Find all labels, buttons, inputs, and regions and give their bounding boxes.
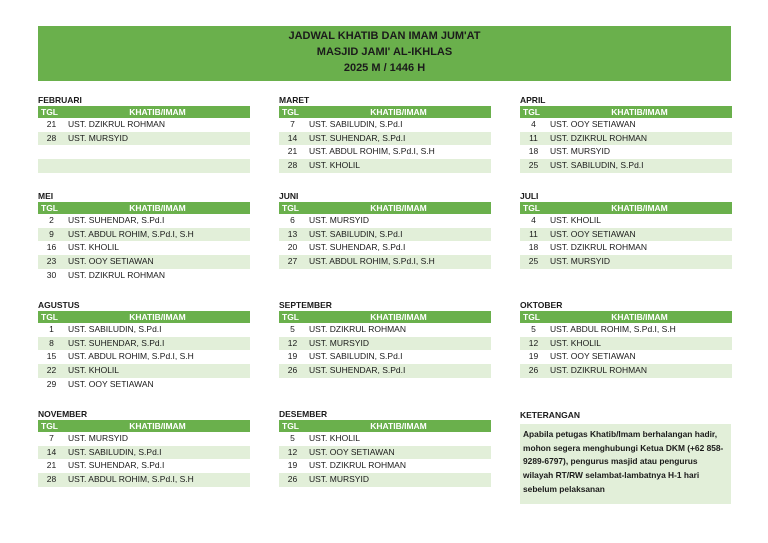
row-date: 7 xyxy=(290,119,295,129)
table-header xyxy=(279,106,491,118)
table-row xyxy=(38,459,250,473)
table-row xyxy=(520,159,732,173)
row-date: 25 xyxy=(528,160,539,171)
table-row xyxy=(38,473,250,487)
table-row xyxy=(38,323,250,337)
header-khatib-imam: KHATIB/IMAM xyxy=(611,203,668,213)
header-khatib-imam: KHATIB/IMAM xyxy=(370,421,427,431)
title-line-3: 2025 M / 1446 H xyxy=(343,62,426,74)
row-date: 30 xyxy=(46,269,57,280)
row-date xyxy=(520,269,547,283)
table-row xyxy=(38,364,250,378)
row-name: UST. SUHENDAR, S.Pd.I xyxy=(68,460,165,471)
row-date: 6 xyxy=(290,215,295,225)
row-date: 15 xyxy=(46,351,57,362)
row-name: UST. KHOLIL xyxy=(550,337,602,348)
month-title: JULI xyxy=(520,191,539,201)
row-date: 12 xyxy=(287,446,298,457)
month-block xyxy=(520,95,732,173)
row-name: UST. SUHENDAR, S.Pd.I xyxy=(309,365,406,376)
table-row xyxy=(279,487,491,501)
table-row xyxy=(279,323,491,337)
table-row xyxy=(38,159,250,173)
row-date: 26 xyxy=(287,474,298,485)
table-row xyxy=(279,364,491,378)
row-name xyxy=(306,487,491,501)
row-name: UST. DZIKRUL ROHMAN xyxy=(68,269,165,280)
row-date: 19 xyxy=(528,351,539,362)
row-name xyxy=(306,378,491,392)
row-name: UST. MURSYID xyxy=(68,132,128,143)
row-name: UST. SABILUDIN, S.Pd.I xyxy=(68,324,162,334)
table-row xyxy=(279,214,491,228)
table-header xyxy=(38,420,250,432)
row-name: UST. DZIKRUL ROHMAN xyxy=(550,242,647,253)
table-row xyxy=(279,350,491,364)
row-date: 22 xyxy=(46,365,57,376)
row-date: 12 xyxy=(287,337,298,348)
row-date: 5 xyxy=(290,433,295,443)
table-row xyxy=(38,228,250,242)
row-name xyxy=(65,159,250,173)
row-date: 11 xyxy=(529,132,538,143)
month-title: DESEMBER xyxy=(279,409,328,419)
month-block xyxy=(38,300,250,391)
table-header xyxy=(38,202,250,214)
row-name xyxy=(547,269,732,283)
row-name: UST. DZIKRUL ROHMAN xyxy=(309,324,406,334)
table-row xyxy=(279,337,491,351)
row-date xyxy=(520,378,547,392)
table-header xyxy=(520,202,732,214)
row-name: UST. SUHENDAR, S.Pd.I xyxy=(309,242,406,253)
table-row xyxy=(279,145,491,159)
month-block xyxy=(38,409,250,500)
header-khatib-imam: KHATIB/IMAM xyxy=(611,312,668,322)
table-header xyxy=(520,311,732,323)
month-block xyxy=(279,191,491,282)
note-section xyxy=(520,410,731,504)
table-row xyxy=(520,118,732,132)
note-title: KETERANGAN xyxy=(520,410,580,420)
row-date: 12 xyxy=(528,337,539,348)
row-date xyxy=(38,487,65,501)
table-header xyxy=(279,311,491,323)
table-row xyxy=(38,487,250,501)
title-banner xyxy=(38,26,731,81)
row-date: 25 xyxy=(528,256,539,267)
table-row xyxy=(279,473,491,487)
table-header xyxy=(520,106,732,118)
month-title: JUNI xyxy=(279,191,299,201)
month-title: MEI xyxy=(38,191,54,201)
title-line-1: JADWAL KHATIB DAN IMAM JUM'AT xyxy=(288,30,481,42)
table-header xyxy=(38,311,250,323)
header-tgl: TGL xyxy=(282,312,299,322)
row-date: 20 xyxy=(287,242,298,253)
header-khatib-imam: KHATIB/IMAM xyxy=(611,107,668,117)
row-date: 8 xyxy=(49,337,54,348)
row-name: UST. SUHENDAR, S.Pd.I xyxy=(68,215,165,225)
table-row xyxy=(520,241,732,255)
row-date: 5 xyxy=(531,324,536,334)
table-row xyxy=(38,255,250,269)
month-title: MARET xyxy=(279,95,310,105)
month-block xyxy=(38,95,250,173)
note-text: Apabila petugas Khatib/Imam berhalangan hadir, mohon segera menghubungi Ketua DKM (+62 858-9289-6797), pengurus masjid atau pengurus wilayah RT/RW selambat-lambatnya H-1 hari sebelum pelaksanan xyxy=(520,424,731,504)
row-name: UST. ABDUL ROHIM, S.Pd.I, S.H xyxy=(309,256,435,267)
row-name xyxy=(547,378,732,392)
row-name: UST. MURSYID xyxy=(309,474,369,485)
row-name: UST. OOY SETIAWAN xyxy=(68,378,154,389)
month-title: NOVEMBER xyxy=(38,409,88,419)
table-row xyxy=(38,378,250,392)
month-block xyxy=(38,191,250,282)
row-name: UST. KHOLIL xyxy=(68,242,120,253)
row-name: UST. ABDUL ROHIM, S.Pd.I, S.H xyxy=(68,351,194,362)
header-khatib-imam: KHATIB/IMAM xyxy=(129,107,186,117)
table-row xyxy=(520,214,732,228)
table-header xyxy=(279,202,491,214)
row-date: 28 xyxy=(46,132,57,143)
table-row xyxy=(279,459,491,473)
row-name: UST. OOY SETIAWAN xyxy=(550,119,636,129)
header-tgl: TGL xyxy=(282,421,299,431)
row-date: 5 xyxy=(290,324,295,334)
row-date: 14 xyxy=(287,132,298,143)
row-name: UST. DZIKRUL ROHMAN xyxy=(550,365,647,376)
table-row xyxy=(38,350,250,364)
table-header xyxy=(279,420,491,432)
row-date: 18 xyxy=(528,146,539,157)
table-row xyxy=(520,337,732,351)
row-date xyxy=(279,378,306,392)
row-name: UST. OOY SETIAWAN xyxy=(68,256,154,267)
table-row xyxy=(38,446,250,460)
header-khatib-imam: KHATIB/IMAM xyxy=(129,312,186,322)
month-title: APRIL xyxy=(520,95,546,105)
table-row xyxy=(279,255,491,269)
header-tgl: TGL xyxy=(282,107,299,117)
table-row xyxy=(38,432,250,446)
table-row xyxy=(279,446,491,460)
table-row xyxy=(38,132,250,146)
table-row xyxy=(279,378,491,392)
table-header xyxy=(38,106,250,118)
row-date: 13 xyxy=(287,228,298,239)
row-date: 23 xyxy=(46,256,57,267)
row-name: UST. MURSYID xyxy=(550,256,610,267)
row-name: UST. OOY SETIAWAN xyxy=(550,351,636,362)
header-khatib-imam: KHATIB/IMAM xyxy=(370,312,427,322)
header-tgl: TGL xyxy=(282,203,299,213)
month-title: SEPTEMBER xyxy=(279,300,332,310)
row-name: UST. KHOLIL xyxy=(309,160,361,171)
month-block xyxy=(520,191,732,282)
row-date xyxy=(38,159,65,173)
table-row xyxy=(279,118,491,132)
row-date: 9 xyxy=(49,228,54,239)
row-date xyxy=(38,145,65,159)
header-khatib-imam: KHATIB/IMAM xyxy=(129,203,186,213)
table-row xyxy=(279,132,491,146)
row-date xyxy=(279,487,306,501)
row-date: 21 xyxy=(287,146,298,157)
row-name: UST. MURSYID xyxy=(550,146,610,157)
table-row xyxy=(520,228,732,242)
row-name: UST. SUHENDAR, S.Pd.I xyxy=(68,337,165,348)
row-name: UST. SABILUDIN, S.Pd.I xyxy=(68,446,162,457)
table-row xyxy=(520,378,732,392)
row-date: 29 xyxy=(46,378,57,389)
month-title: AGUSTUS xyxy=(38,300,80,310)
row-name: UST. OOY SETIAWAN xyxy=(309,446,395,457)
row-name: UST. SABILUDIN, S.Pd.I xyxy=(309,228,403,239)
header-tgl: TGL xyxy=(41,421,58,431)
table-row xyxy=(520,132,732,146)
table-row xyxy=(279,228,491,242)
row-name: UST. ABDUL ROHIM, S.Pd.I, S.H xyxy=(68,474,194,485)
table-row xyxy=(38,214,250,228)
row-date: 1 xyxy=(49,324,54,334)
row-name: UST. OOY SETIAWAN xyxy=(550,228,636,239)
row-name: UST. DZIKRUL ROHMAN xyxy=(68,119,165,129)
table-row xyxy=(38,241,250,255)
row-date: 4 xyxy=(531,119,536,129)
header-tgl: TGL xyxy=(41,203,58,213)
row-name: UST. DZIKRUL ROHMAN xyxy=(309,460,406,471)
month-block xyxy=(520,300,732,391)
table-row xyxy=(279,241,491,255)
header-khatib-imam: KHATIB/IMAM xyxy=(370,107,427,117)
row-date: 27 xyxy=(287,256,298,267)
month-title: OKTOBER xyxy=(520,300,563,310)
row-name: UST. KHOLIL xyxy=(309,433,361,443)
table-row xyxy=(279,269,491,283)
table-row xyxy=(520,255,732,269)
row-name: UST. DZIKRUL ROHMAN xyxy=(550,132,647,143)
header-tgl: TGL xyxy=(523,203,540,213)
header-tgl: TGL xyxy=(41,312,58,322)
row-name xyxy=(306,269,491,283)
row-date: 28 xyxy=(287,160,298,171)
row-date: 21 xyxy=(46,119,57,129)
header-tgl: TGL xyxy=(523,107,540,117)
row-name: UST. ABDUL ROHIM, S.Pd.I, S.H xyxy=(68,228,194,239)
row-name: UST. MURSYID xyxy=(309,337,369,348)
header-tgl: TGL xyxy=(41,107,58,117)
row-name: UST. SABILUDIN, S.Pd.I xyxy=(309,119,403,129)
row-name: UST. MURSYID xyxy=(309,215,369,225)
title-line-2: MASJID JAMI' AL-IKHLAS xyxy=(316,46,453,58)
row-name: UST. KHOLIL xyxy=(550,215,602,225)
row-name: UST. SABILUDIN, S.Pd.I xyxy=(309,351,403,362)
table-row xyxy=(38,118,250,132)
month-block xyxy=(279,409,491,500)
table-row xyxy=(520,145,732,159)
row-name: UST. SABILUDIN, S.Pd.I xyxy=(550,160,644,171)
row-date: 19 xyxy=(287,460,298,471)
row-date: 4 xyxy=(531,215,536,225)
row-name: UST. ABDUL ROHIM, S.Pd.I, S.H xyxy=(550,324,676,334)
row-name: UST. MURSYID xyxy=(68,433,128,443)
row-date: 21 xyxy=(46,460,57,471)
row-date xyxy=(279,269,306,283)
month-block xyxy=(279,95,491,173)
month-title: FEBRUARI xyxy=(38,95,82,105)
row-date: 2 xyxy=(49,215,54,225)
table-row xyxy=(38,269,250,283)
row-date: 14 xyxy=(46,446,57,457)
table-row xyxy=(520,364,732,378)
row-date: 18 xyxy=(528,242,539,253)
header-khatib-imam: KHATIB/IMAM xyxy=(129,421,186,431)
header-tgl: TGL xyxy=(523,312,540,322)
header-khatib-imam: KHATIB/IMAM xyxy=(370,203,427,213)
row-date: 7 xyxy=(49,433,54,443)
row-date: 16 xyxy=(46,242,57,253)
row-date: 26 xyxy=(528,365,539,376)
row-name: UST. ABDUL ROHIM, S.Pd.I, S.H xyxy=(309,146,435,157)
table-row xyxy=(279,159,491,173)
row-date: 19 xyxy=(287,351,298,362)
table-row xyxy=(279,432,491,446)
row-name: UST. KHOLIL xyxy=(68,365,120,376)
row-name xyxy=(65,487,250,501)
table-row xyxy=(520,350,732,364)
table-row xyxy=(520,269,732,283)
table-row xyxy=(38,145,250,159)
row-date: 28 xyxy=(46,474,57,485)
row-date: 11 xyxy=(529,228,538,239)
table-row xyxy=(520,323,732,337)
row-date: 26 xyxy=(287,365,298,376)
table-row xyxy=(38,337,250,351)
row-name: UST. SUHENDAR, S.Pd.I xyxy=(309,132,406,143)
row-name xyxy=(65,145,250,159)
month-block xyxy=(279,300,491,391)
